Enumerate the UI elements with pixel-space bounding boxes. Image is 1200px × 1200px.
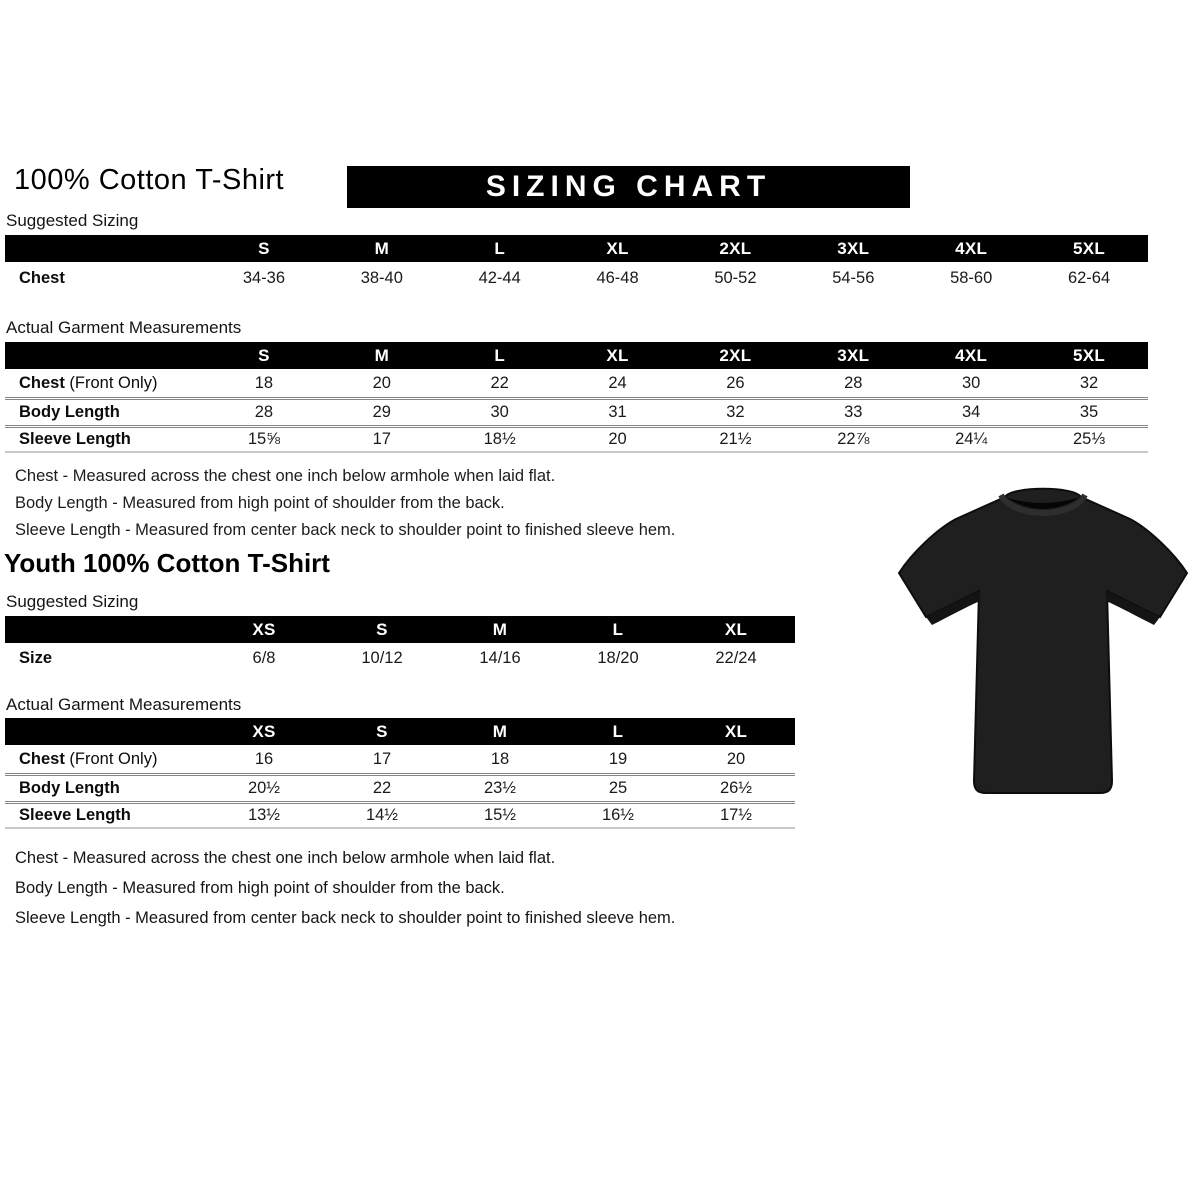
row-value-cells bbox=[205, 806, 795, 825]
measurement-value: 20 bbox=[726, 749, 746, 768]
tshirt-body-shape bbox=[899, 489, 1187, 793]
row-label-text: Chest bbox=[19, 268, 65, 287]
size-column-header: 4XL bbox=[955, 238, 988, 258]
measurement-value: 13½ bbox=[247, 806, 281, 824]
size-column-header: M bbox=[374, 345, 390, 365]
row-label bbox=[5, 750, 205, 769]
note-line: Sleeve Length - Measured from center back neck to shoulder point to finished sleeve hem. bbox=[15, 521, 676, 539]
measurement-value: 17 bbox=[372, 749, 392, 768]
row-label-note: (Front Only) bbox=[64, 749, 158, 768]
size-column-header: XL bbox=[724, 721, 748, 741]
size-header-cells bbox=[205, 235, 1148, 262]
measurement-value: 26½ bbox=[719, 779, 753, 797]
adult-section-title: 100% Cotton T-Shirt bbox=[14, 164, 285, 196]
measurement-value: 19 bbox=[608, 749, 628, 768]
size-column-header: M bbox=[492, 619, 508, 639]
row-label bbox=[5, 374, 205, 393]
measurement-value: 15½ bbox=[483, 806, 517, 824]
measurement-value: 50-52 bbox=[714, 268, 757, 287]
note-line: Chest - Measured across the chest one inch below armhole when laid flat. bbox=[15, 849, 556, 867]
table-row bbox=[5, 369, 1148, 397]
table-header-row bbox=[5, 616, 795, 643]
sizing-chart-banner: SIZING CHART bbox=[347, 166, 910, 208]
size-column-header: M bbox=[492, 721, 508, 741]
measurement-value: 62-64 bbox=[1067, 268, 1111, 287]
row-label-text: Chest bbox=[19, 373, 65, 392]
row-label bbox=[5, 779, 205, 798]
row-label-text: Sleeve Length bbox=[19, 430, 131, 448]
table-header-corner bbox=[5, 616, 205, 643]
table-header-corner bbox=[5, 718, 205, 745]
measurement-value: 26 bbox=[726, 373, 745, 392]
row-label bbox=[5, 403, 205, 422]
row-label-note: (Front Only) bbox=[64, 373, 158, 392]
measurement-value: 24 bbox=[608, 373, 627, 392]
youth-section-title: Youth 100% Cotton T-Shirt bbox=[4, 548, 330, 578]
table-row bbox=[5, 773, 795, 801]
row-label-text: Body Length bbox=[19, 403, 120, 421]
measurement-value: 38-40 bbox=[360, 268, 403, 287]
table-row bbox=[5, 643, 795, 674]
measurement-value: 34 bbox=[962, 403, 981, 421]
size-column-header: S bbox=[376, 619, 388, 639]
row-value-cells bbox=[205, 649, 795, 668]
measurement-value: 16½ bbox=[601, 806, 635, 824]
measurement-value: 32 bbox=[726, 403, 745, 421]
row-value-cells bbox=[205, 374, 1148, 393]
size-header-cells bbox=[205, 342, 1148, 369]
measurement-value: 21½ bbox=[719, 430, 752, 448]
size-column-header: 4XL bbox=[955, 345, 988, 365]
row-value-cells bbox=[205, 750, 795, 769]
adult-actual-measurements-label: Actual Garment Measurements bbox=[6, 318, 242, 337]
measurement-value: 46-48 bbox=[596, 268, 639, 287]
measurement-value: 20½ bbox=[247, 779, 281, 797]
table-row bbox=[5, 745, 795, 773]
measurement-value: 33 bbox=[844, 403, 863, 421]
table-row bbox=[5, 262, 1148, 294]
measurement-value: 17½ bbox=[719, 806, 753, 824]
size-column-header: S bbox=[376, 721, 388, 741]
row-value-cells bbox=[205, 403, 1148, 422]
measurement-value: 20 bbox=[372, 373, 391, 392]
black-tshirt-image bbox=[892, 472, 1194, 812]
size-column-header: XL bbox=[606, 345, 629, 365]
size-column-header: L bbox=[494, 238, 506, 258]
measurement-value: 42-44 bbox=[478, 268, 521, 287]
measurement-value: 30 bbox=[962, 373, 981, 392]
note-line: Body Length - Measured from high point of shoulder from the back. bbox=[15, 494, 505, 512]
size-column-header: 5XL bbox=[1073, 238, 1106, 258]
size-column-header: 3XL bbox=[837, 345, 870, 365]
table-header-row bbox=[5, 342, 1148, 369]
measurement-value: 35 bbox=[1079, 403, 1099, 421]
note-line: Body Length - Measured from high point of shoulder from the back. bbox=[15, 879, 505, 897]
measurement-value: 20 bbox=[608, 430, 627, 448]
row-label bbox=[5, 430, 205, 449]
measurement-value: 58-60 bbox=[950, 268, 993, 287]
size-column-header: 5XL bbox=[1073, 345, 1106, 365]
size-column-header: M bbox=[374, 238, 390, 258]
row-label-text: Size bbox=[19, 649, 53, 667]
table-row bbox=[5, 425, 1148, 453]
table-row bbox=[5, 801, 795, 829]
size-column-header: XS bbox=[252, 721, 276, 741]
size-column-header: 3XL bbox=[837, 238, 870, 258]
measurement-value: 22 bbox=[490, 373, 509, 392]
youth-actual-measurements-label: Actual Garment Measurements bbox=[6, 695, 242, 714]
measurement-value: 22/24 bbox=[715, 649, 757, 667]
size-column-header: L bbox=[612, 619, 624, 639]
size-column-header: 2XL bbox=[719, 345, 752, 365]
measurement-value: 25 bbox=[608, 779, 628, 797]
measurement-value: 14/16 bbox=[479, 649, 521, 667]
measurement-value: 34-36 bbox=[242, 268, 286, 287]
measurement-value: 22 bbox=[372, 779, 392, 797]
row-label-text: Sleeve Length bbox=[19, 806, 131, 824]
measurement-value: 24¼ bbox=[955, 430, 988, 448]
table-header-row bbox=[5, 235, 1148, 262]
measurement-value: 22⅞ bbox=[837, 430, 870, 448]
measurement-value: 18/20 bbox=[597, 649, 639, 667]
size-column-header: 2XL bbox=[719, 238, 752, 258]
row-value-cells bbox=[205, 430, 1148, 449]
measurement-value: 18 bbox=[254, 373, 274, 392]
measurement-value: 28 bbox=[254, 403, 274, 421]
measurement-value: 6/8 bbox=[252, 649, 276, 667]
size-column-header: XS bbox=[252, 619, 276, 639]
size-column-header: L bbox=[494, 345, 506, 365]
measurement-value: 16 bbox=[254, 749, 274, 768]
row-value-cells bbox=[205, 269, 1148, 288]
measurement-value: 23½ bbox=[483, 779, 517, 797]
measurement-value: 15⅝ bbox=[247, 430, 280, 448]
size-column-header: XL bbox=[724, 619, 748, 639]
table-header-corner bbox=[5, 342, 205, 369]
table-row bbox=[5, 397, 1148, 425]
size-column-header: L bbox=[612, 721, 624, 741]
row-value-cells bbox=[205, 779, 795, 798]
size-column-header: S bbox=[258, 345, 270, 365]
note-line: Sleeve Length - Measured from center back neck to shoulder point to finished sleeve hem. bbox=[15, 909, 676, 927]
row-label bbox=[5, 269, 205, 288]
measurement-value: 30 bbox=[490, 403, 509, 421]
size-column-header: S bbox=[258, 238, 270, 258]
size-header-cells bbox=[205, 616, 795, 643]
youth-suggested-sizing-table bbox=[5, 616, 795, 674]
measurement-value: 18 bbox=[490, 749, 510, 768]
table-header-corner bbox=[5, 235, 205, 262]
measurement-value: 17 bbox=[372, 430, 391, 448]
size-column-header: XL bbox=[606, 238, 629, 258]
note-line: Chest - Measured across the chest one inch below armhole when laid flat. bbox=[15, 467, 556, 485]
row-label bbox=[5, 806, 205, 825]
youth-measurement-notes bbox=[15, 843, 675, 933]
table-header-row bbox=[5, 718, 795, 745]
measurement-value: 31 bbox=[608, 403, 627, 421]
size-header-cells bbox=[205, 718, 795, 745]
measurement-value: 10/12 bbox=[361, 649, 403, 667]
row-label-text: Chest bbox=[19, 749, 65, 768]
youth-suggested-sizing-label: Suggested Sizing bbox=[6, 592, 139, 611]
adult-actual-measurements-table bbox=[5, 342, 1148, 453]
row-label-text: Body Length bbox=[19, 779, 120, 797]
row-label bbox=[5, 649, 205, 668]
adult-suggested-sizing-label: Suggested Sizing bbox=[6, 211, 139, 230]
youth-actual-measurements-table bbox=[5, 718, 795, 829]
measurement-value: 18½ bbox=[483, 430, 516, 448]
measurement-value: 54-56 bbox=[832, 268, 875, 287]
measurement-value: 32 bbox=[1079, 373, 1099, 392]
measurement-value: 29 bbox=[372, 403, 391, 421]
adult-suggested-sizing-table bbox=[5, 235, 1148, 294]
adult-measurement-notes bbox=[15, 463, 675, 544]
measurement-value: 25⅓ bbox=[1073, 430, 1106, 448]
measurement-value: 14½ bbox=[365, 806, 399, 824]
measurement-value: 28 bbox=[844, 373, 863, 392]
